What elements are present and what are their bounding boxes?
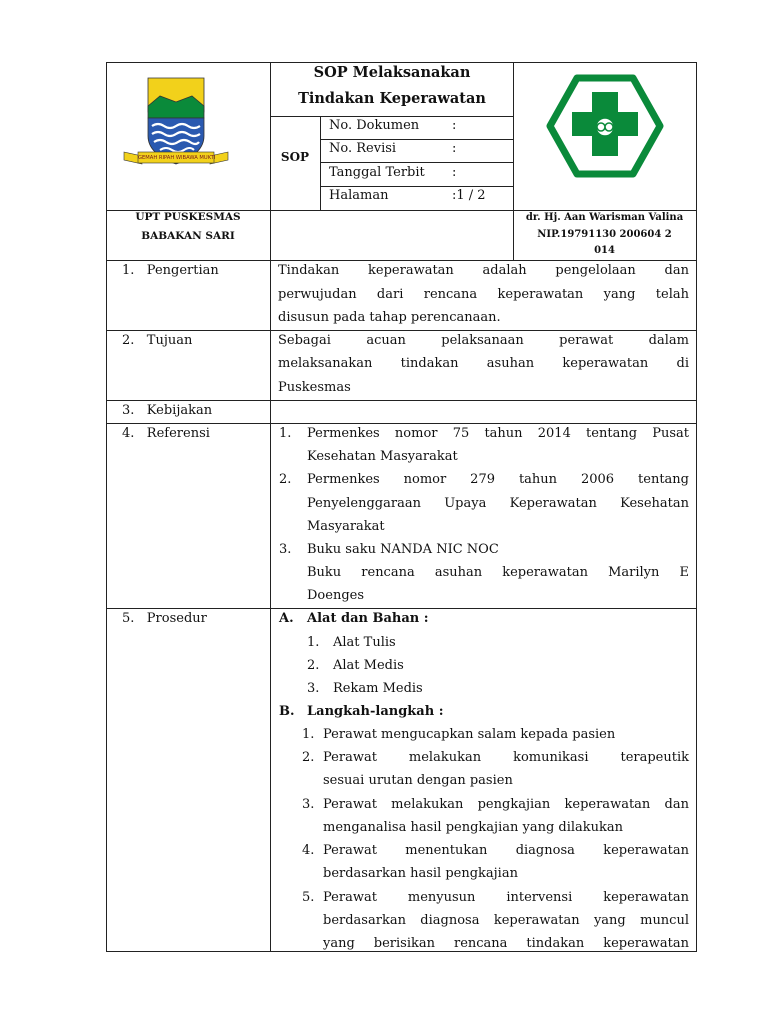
referensi-item-line: Buku saku NANDA NIC NOC <box>307 542 499 557</box>
meta-value-tanggal-terbit: : <box>452 165 457 180</box>
signer-name: dr. Hj. Aan Warisman Valina <box>525 212 684 223</box>
section-label-referensi: 4. Referensi <box>122 426 210 441</box>
referensi-item-number: 1. <box>279 426 292 441</box>
langkah-item-number: 3. <box>302 797 315 812</box>
pengertian-line: perwujudan dari rencana keperawatan yang telah <box>278 287 689 302</box>
puskesmas-logo <box>546 74 664 178</box>
alat-item-number: 2. <box>307 658 320 673</box>
meta-label-tanggal-terbit: Tanggal Terbit <box>329 165 425 180</box>
referensi-item-number: 3. <box>279 542 292 557</box>
meta-value-halaman: :1 / 2 <box>452 188 486 203</box>
tujuan-line: melaksanakan tindakan asuhan keperawatan di <box>278 356 689 371</box>
langkah-item-line: berdasarkan hasil pengkajian <box>323 866 518 881</box>
langkah-item-number: 4. <box>302 843 315 858</box>
alat-item-number: 3. <box>307 681 320 696</box>
meta-value-no-revisi: : <box>452 141 457 156</box>
prosedur-a-title: Alat dan Bahan : <box>307 611 429 626</box>
referensi-item-line: Buku rencana asuhan keperawatan Marilyn E <box>307 565 689 580</box>
alat-item-text: Alat Tulis <box>333 635 396 650</box>
langkah-item-number: 5. <box>302 890 315 905</box>
langkah-item-line: Perawat menentukan diagnosa keperawatan <box>323 843 689 858</box>
title-line-2: Tindakan Keperawatan <box>298 90 486 107</box>
langkah-item-line: berdasarkan diagnosa keperawatan yang muncul <box>323 913 689 928</box>
prosedur-b-title: Langkah-langkah : <box>307 704 444 719</box>
signer-nip-line-1: NIP.19791130 200604 2 <box>537 229 672 240</box>
pengertian-line: Tindakan keperawatan adalah pengelolaan dan <box>278 263 689 278</box>
sop-label: SOP <box>280 150 310 164</box>
meta-label-no-dokumen: No. Dokumen <box>329 118 420 133</box>
referensi-item-line: Masyarakat <box>307 519 385 534</box>
langkah-item-line: Perawat melakukan komunikasi terapeutik <box>323 750 689 765</box>
title-line-1: SOP Melaksanakan <box>313 64 471 81</box>
meta-label-halaman: Halaman <box>329 188 389 203</box>
langkah-item-line: menganalisa hasil pengkajian yang dilakukan <box>323 820 624 835</box>
alat-item-text: Rekam Medis <box>333 681 423 696</box>
logo-motto: GEMAH RIPAH WIBAWA MUKTI <box>138 155 216 161</box>
section-label-kebijakan: 3. Kebijakan <box>122 403 213 418</box>
langkah-item-number: 2. <box>302 750 315 765</box>
prosedur-b-letter: B. <box>279 704 295 719</box>
signer-nip-line-2: 014 <box>594 245 615 256</box>
langkah-item-line: Perawat menyusun intervensi keperawatan <box>323 890 689 905</box>
alat-item-number: 1. <box>307 635 320 650</box>
tujuan-line: Puskesmas <box>278 380 351 395</box>
langkah-item-line: yang berisikan rencana tindakan keperawatan <box>323 936 689 951</box>
langkah-item-number: 1. <box>302 727 315 742</box>
pengertian-line: disusun pada tahap perencanaan. <box>278 310 501 325</box>
org-name-line-2: BABAKAN SARI <box>141 230 235 242</box>
section-label-tujuan: 2. Tujuan <box>122 333 193 348</box>
referensi-item-line: Permenkes nomor 75 tahun 2014 tentang Pusat <box>307 426 689 441</box>
alat-item-text: Alat Medis <box>333 658 404 673</box>
referensi-item-number: 2. <box>279 472 292 487</box>
prosedur-a-letter: A. <box>279 611 294 626</box>
referensi-item-line: Kesehatan Masyarakat <box>307 449 458 464</box>
tujuan-line: Sebagai acuan pelaksanaan perawat dalam <box>278 333 689 348</box>
langkah-item-line: Perawat mengucapkan salam kepada pasien <box>323 727 616 742</box>
referensi-item-line: Penyelenggaraan Upaya Keperawatan Kesehatan <box>307 496 689 511</box>
langkah-item-line: Perawat melakukan pengkajian keperawatan dan <box>323 797 689 812</box>
section-label-pengertian: 1. Pengertian <box>122 263 219 278</box>
org-name-line-1: UPT PUSKESMAS <box>135 211 241 223</box>
langkah-item-line: sesuai urutan dengan pasien <box>323 773 513 788</box>
meta-label-no-revisi: No. Revisi <box>329 141 397 156</box>
section-label-prosedur: 5. Prosedur <box>122 611 207 626</box>
referensi-item-line: Doenges <box>307 588 365 603</box>
meta-value-no-dokumen: : <box>452 118 457 133</box>
referensi-item-line: Permenkes nomor 279 tahun 2006 tentang <box>307 472 689 487</box>
